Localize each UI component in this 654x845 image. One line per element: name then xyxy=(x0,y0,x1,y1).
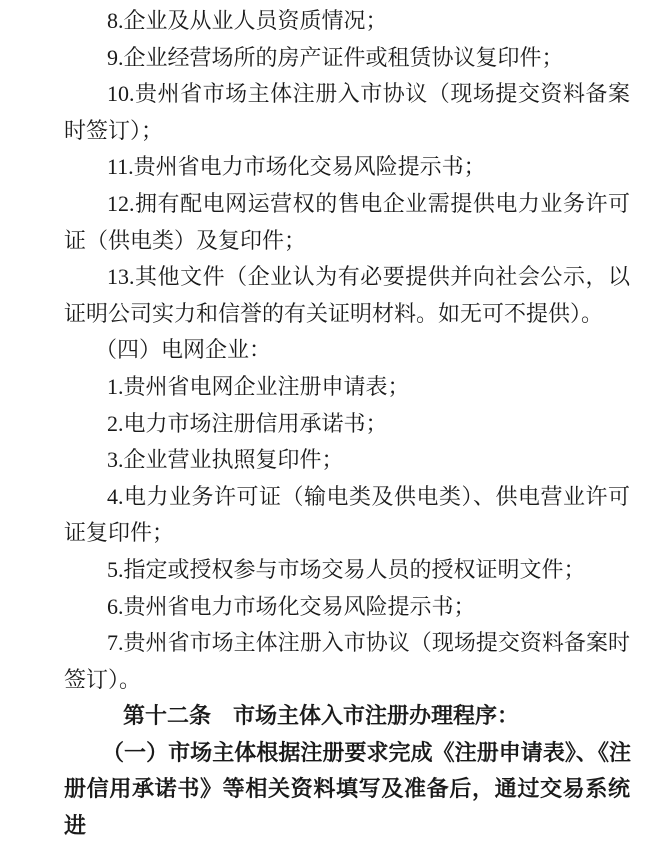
text-line: 9.企业经营场所的房产证件或租赁协议复印件； xyxy=(107,44,564,70)
text-line: 3.企业营业执照复印件； xyxy=(107,447,344,473)
text-line: 2.电力市场注册信用承诺书； xyxy=(107,410,388,436)
text-line: 8.企业及从业人员资质情况； xyxy=(107,8,388,33)
text-line: 1.贵州省电网企业注册申请表； xyxy=(107,373,410,399)
text-line: 证（供电类）及复印件； xyxy=(64,227,307,253)
text-line: 第十二条 市场主体入市注册办理程序： xyxy=(123,703,520,729)
text-line: （一）市场主体根据注册要求完成《注册申请表》、《注 xyxy=(102,739,630,765)
text-line: 11.贵州省电力市场化交易风险提示书； xyxy=(107,154,486,180)
text-line: （四）电网企业： xyxy=(95,337,272,363)
text-line: 10.贵州省市场主体注册入市协议（现场提交资料备案 xyxy=(107,81,630,107)
text-line: 12.拥有配电网运营权的售电企业需提供电力业务许可 xyxy=(107,190,630,216)
text-line: 时签订）； xyxy=(64,117,164,143)
text-line: 13.其他文件（企业认为有必要提供并向社会公示，以 xyxy=(107,264,630,290)
text-line: 7.贵州省市场主体注册入市协议（现场提交资料备案时 xyxy=(107,630,630,656)
text-line: 5.指定或授权参与市场交易人员的授权证明文件； xyxy=(107,556,586,582)
text-line: 证复印件； xyxy=(64,520,175,546)
text-line: 6.贵州省电力市场化交易风险提示书； xyxy=(107,593,476,619)
text-line: 签订）。 xyxy=(64,666,142,692)
text-line: 册信用承诺书》等相关资料填写及准备后，通过交易系统进 xyxy=(64,776,630,839)
text-line: 证明公司实力和信誉的有关证明材料。如无可不提供）。 xyxy=(64,300,604,326)
text-line: 4.电力业务许可证（输电类及供电类）、供电营业许可 xyxy=(107,483,630,509)
